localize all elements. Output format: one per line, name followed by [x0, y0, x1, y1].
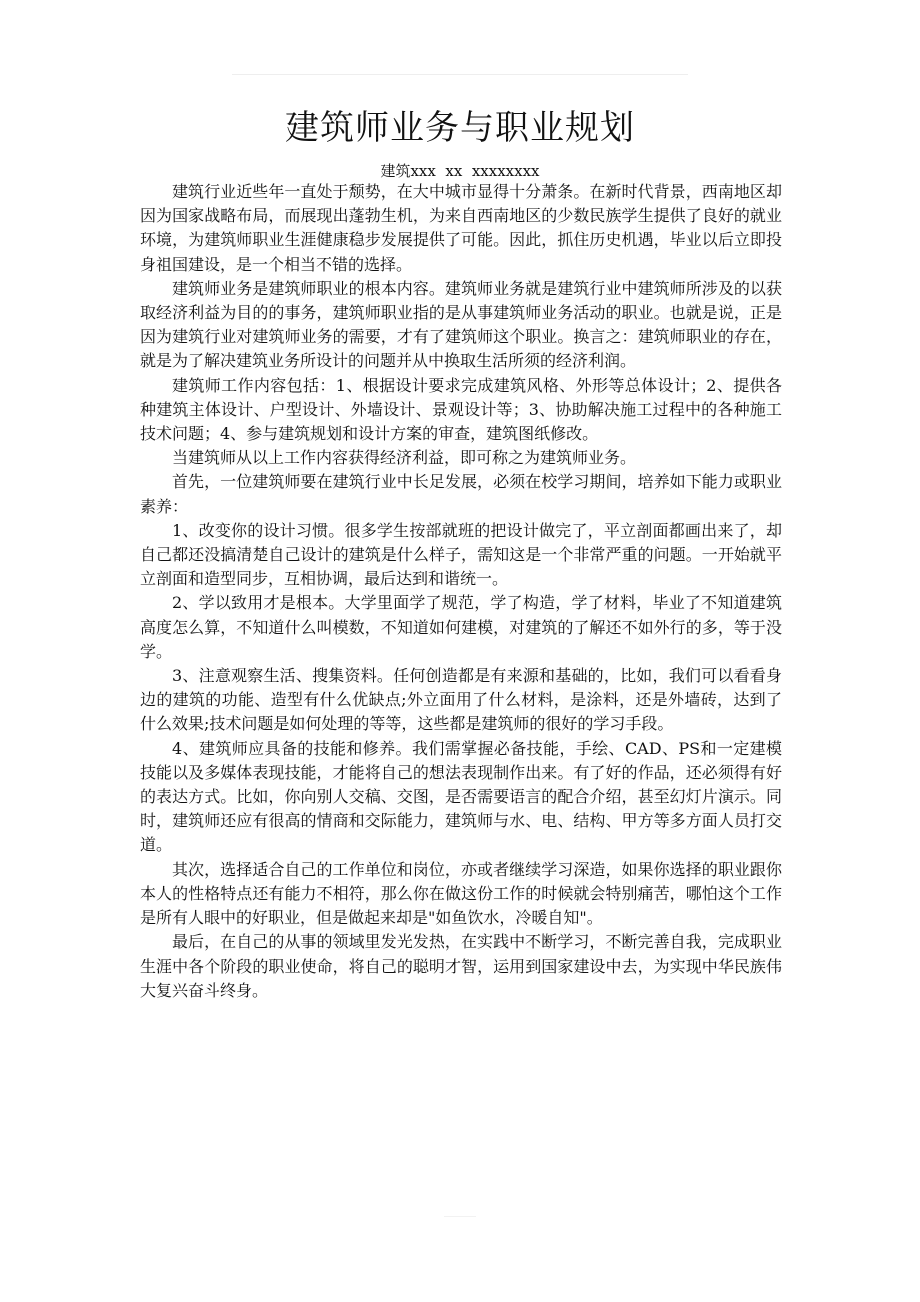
paragraph-6: 1、改变你的设计习惯。很多学生按部就班的把设计做完了，平立剖面都画出来了，却自己都还没搞清楚自己设计的建筑是什么样子，需知这是一个非常严重的问题。一开始就平立剖面和造型同步，互相协调，最后达到和谐统一。 [140, 520, 782, 589]
paragraph-8: 3、注意观察生活、搜集资料。任何创造都是有来源和基础的，比如，我们可以看看身边的建筑的功能、造型有什么优缺点;外立面用了什么材料，是涂料，还是外墙砖，达到了什么效果;技术问题是如何处理的等等，这些都是建筑师的很好的学习手段。 [140, 666, 782, 734]
author-line: 建筑xxx xx xxxxxxxx [380, 162, 540, 180]
paragraph-9: 4、建筑师应具备的技能和修养。我们需掌握必备技能，手绘、CAD、PS和一定建模技能以及多媒体表现技能，才能将自己的想法表现制作出来。有了好的作品，还必须得有好的表达方式。比如，你向别人交稿、交图，是否需要语言的配合介绍，甚至幻灯片演示。同时，建筑师还应有很高的情商和交际能力，建筑师与水、电、结构、甲方等多方面人员打交道。 [140, 738, 782, 855]
paragraph-10: 其次，选择适合自己的工作单位和岗位，亦或者继续学习深造，如果你选择的职业跟你本人的性格特点还有能力不相符，那么你在做这份工作的时候就会特别痛苦，哪怕这个工作是所有人眼中的好职业，但是做起来却是"如鱼饮水，冷暖自知"。 [140, 859, 782, 928]
document-title: 建筑师业务与职业规划 [285, 108, 635, 148]
header-rule [232, 74, 688, 75]
document-body [140, 180, 782, 1003]
paragraph-11: 最后，在自己的从事的领域里发光发热，在实践中不断学习，不断完善自我，完成职业生涯中各个阶段的职业使命，将自己的聪明才智，运用到国家建设中去，为实现中华民族伟大复兴奋斗终身。 [140, 932, 782, 1000]
paragraph-5: 首先，一位建筑师要在建筑行业中长足发展，必须在校学习期间，培养如下能力或职业素养： [140, 472, 782, 516]
paragraph-1: 建筑行业近些年一直处于颓势，在大中城市显得十分萧条。在新时代背景，西南地区却因为国家战略布局，而展现出蓬勃生机，为来自西南地区的少数民族学生提供了良好的就业环境，为建筑师职业生涯健康稳步发展提供了可能。因此，抓住历史机遇，毕业以后立即投身祖国建设，是一个相当不错的选择。 [140, 182, 782, 274]
paragraph-4: 当建筑师从以上工作内容获得经济利益，即可称之为建筑师业务。 [172, 448, 637, 468]
paragraph-7: 2、学以致用才是根本。大学里面学了规范，学了构造，学了材料，毕业了不知道建筑高度怎么算，不知道什么叫模数，不知道如何建模，对建筑的了解还不如外行的多，等于没学。 [140, 593, 782, 661]
footer-mark [444, 1216, 476, 1217]
paragraph-2: 建筑师业务是建筑师职业的根本内容。建筑师业务就是建筑行业中建筑师所涉及的以获取经济利益为目的的事务，建筑师职业指的是从事建筑师业务活动的职业。也就是说，正是因为建筑行业对建筑师业务的需要，才有了建筑师这个职业。换言之：建筑师职业的存在，就是为了解决建筑业务所设计的问题并从中换取生活所须的经济利润。 [140, 278, 782, 371]
paragraph-3: 建筑师工作内容包括：1、根据设计要求完成建筑风格、外形等总体设计；2、提供各种建筑主体设计、户型设计、外墙设计、景观设计等；3、协助解决施工过程中的各种施工技术问题；4、参与建筑规划和设计方案的审查，建筑图纸修改。 [140, 375, 782, 444]
